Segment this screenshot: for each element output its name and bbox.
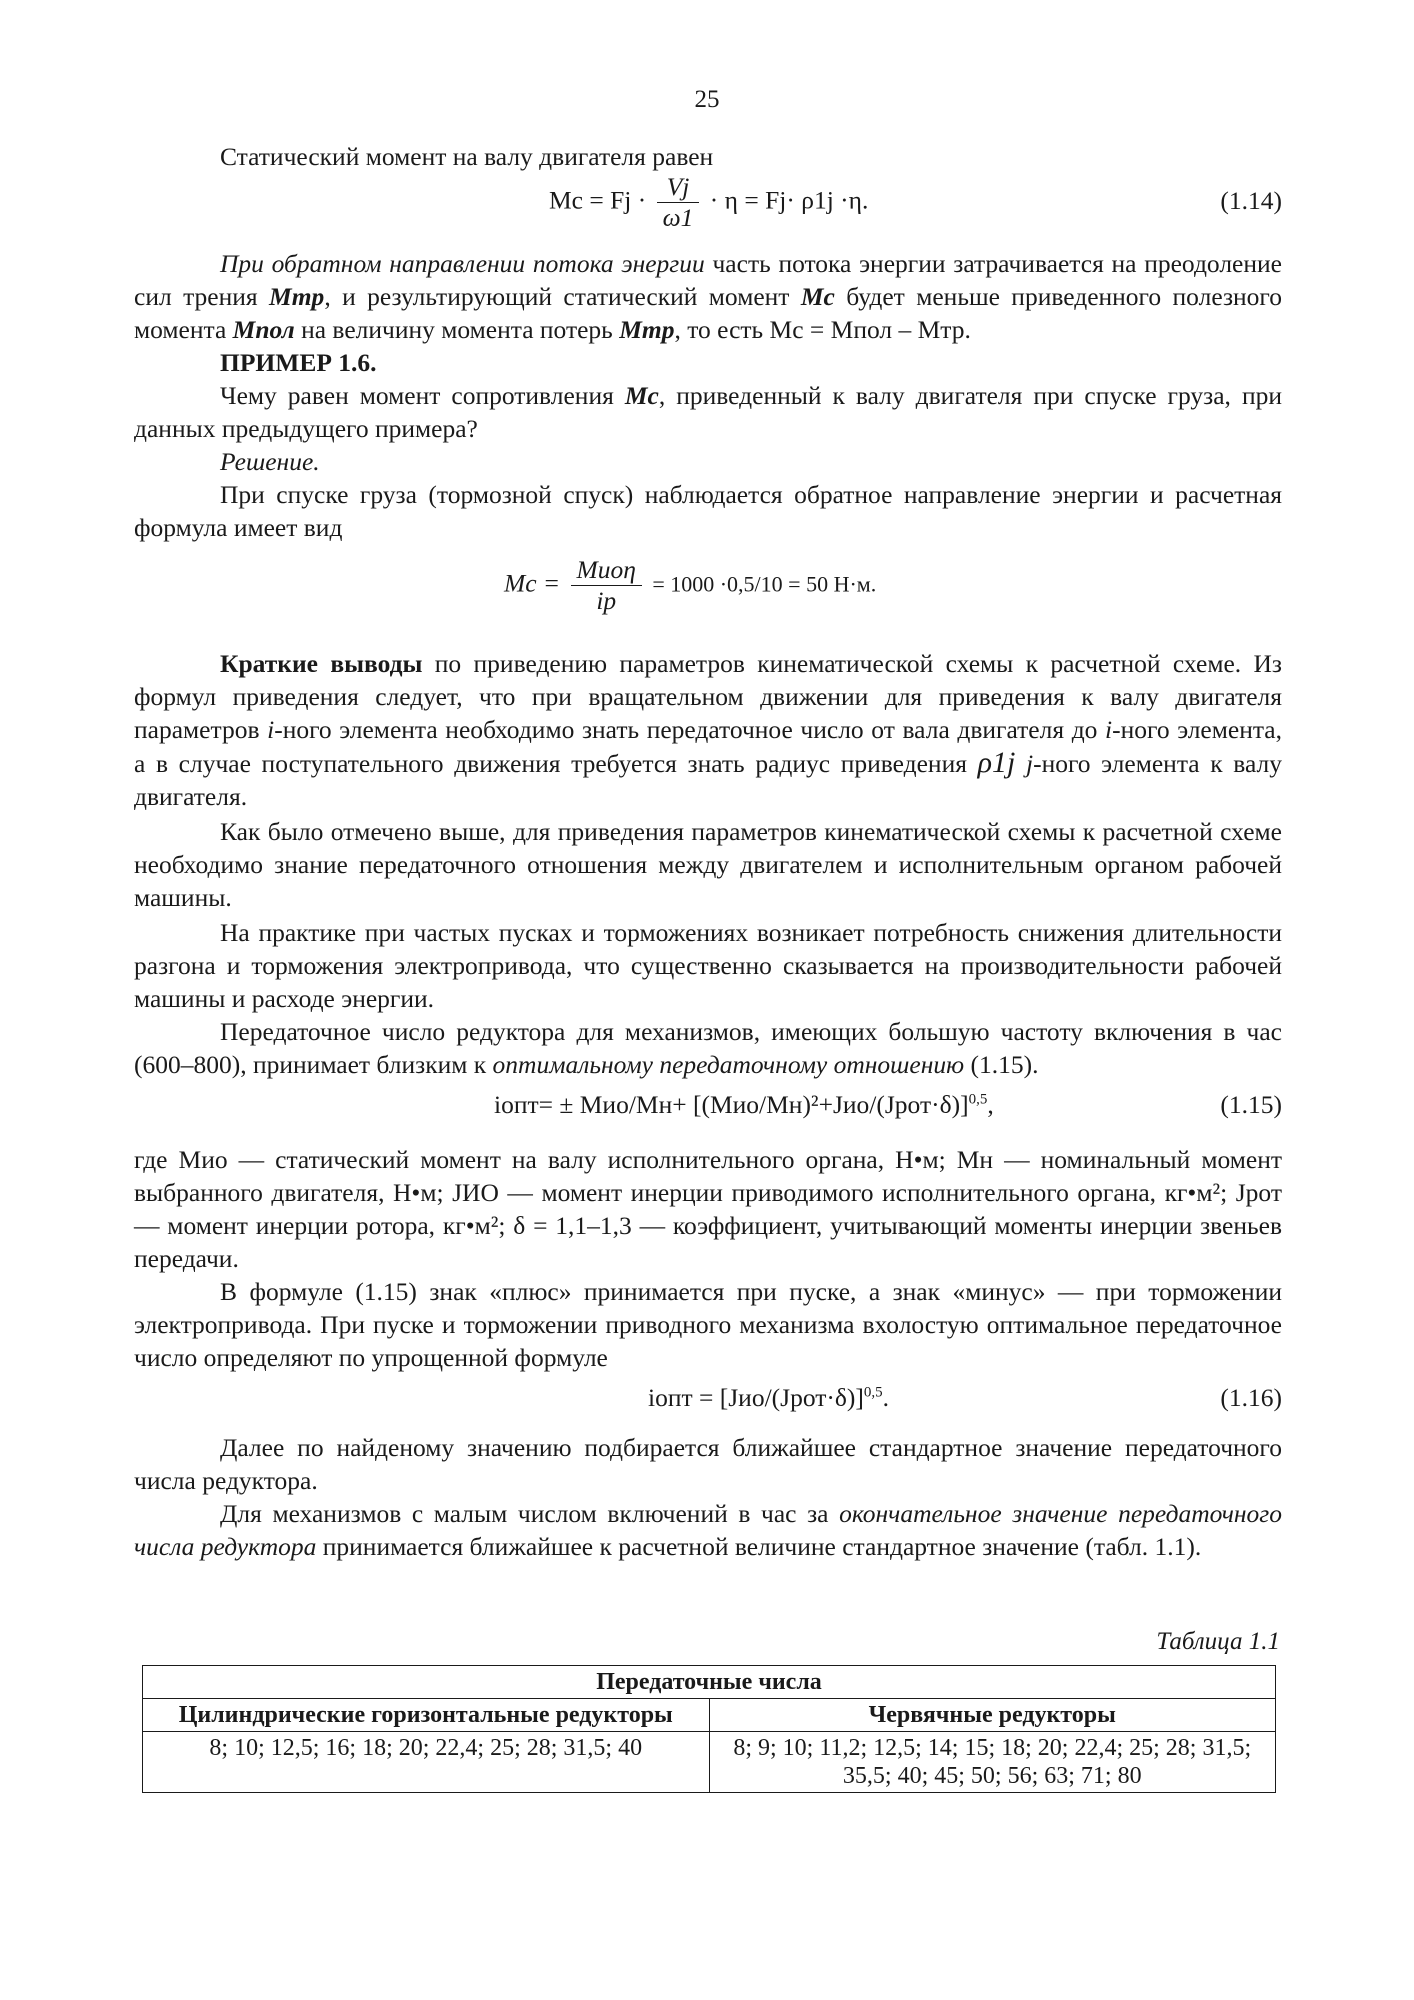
eq-mc-denominator: ip bbox=[596, 586, 617, 615]
eq115-number: (1.15) bbox=[1220, 1090, 1282, 1119]
paragraph-question bbox=[134, 379, 1282, 445]
paragraph-gear-ratio bbox=[134, 1015, 1282, 1081]
paragraph-conclusions bbox=[134, 647, 1282, 813]
reverse-t4: на величину момента потерь bbox=[294, 315, 620, 344]
reverse-t2: , и результирующий статический момент bbox=[324, 282, 801, 311]
paragraph-descent: При спуске груза (тормозной спуск) наблюдается обратное направление энергии и расчетная формула имеет вид bbox=[134, 480, 1282, 542]
paragraph-where: где Mио — статический момент на валу исполнительного органа, Н•м; Mн — номинальный момент выбранного двигателя, Н•м; JИО — момент инерции приводимого исполнительного органа, кг•м²; Jрот — момент инерции ротора, кг•м²; δ = 1,1–1,3 — коэффициент, учитывающий моменты инерции звеньев передачи. bbox=[134, 1145, 1282, 1273]
reverse-t3: будет меньше приведенного полезного момента bbox=[134, 282, 1282, 344]
conclusions-bold: Краткие выводы bbox=[220, 649, 423, 678]
reverse-t5: , то есть Mс = Mпол – Mтр. bbox=[674, 315, 971, 344]
conclusions-t2: -ного элемента необходимо знать передаточное число от вала двигателя до bbox=[274, 715, 1106, 744]
eq114-rhs: · η = Fj· ρ1j ·η. bbox=[709, 185, 869, 215]
conclusions-t1: по приведению параметров кинематической схемы к расчетной схеме. Из формул приведения следует, что при вращательном движении для приведения к валу двигателя параметров bbox=[134, 649, 1282, 744]
eq-mc-numerator: Mиоη bbox=[571, 555, 642, 586]
reverse-mc: Mс bbox=[800, 282, 835, 311]
equation-1-14 bbox=[134, 172, 1282, 242]
equation-1-16 bbox=[134, 1383, 1282, 1423]
conclusions-rho: ρ1j bbox=[977, 746, 1016, 779]
solution-label: Решение. bbox=[220, 447, 320, 476]
table-row bbox=[143, 1732, 1276, 1793]
conclusions-j: j bbox=[1015, 749, 1034, 778]
reverse-mtr2: Mтр bbox=[619, 315, 675, 344]
eq115-sup: 0,5 bbox=[968, 1091, 988, 1108]
gear-ratio-italic: оптимальному передаточному отношению bbox=[492, 1050, 965, 1079]
low-freq-t2: принимается ближайшее к расчетной величине стандартное значение (табл. 1.1). bbox=[316, 1532, 1202, 1561]
conclusions-i1: i bbox=[267, 715, 275, 744]
eq115-tail: , bbox=[987, 1090, 994, 1119]
eq-mc-rhs: = 1000 ·0,5/10 = 50 Н·м. bbox=[652, 571, 877, 597]
gear-ratio-table bbox=[142, 1665, 1276, 1793]
eq114-numerator: Vj bbox=[657, 172, 700, 203]
table-title: Передаточные числа bbox=[143, 1666, 1276, 1699]
table-title-row bbox=[143, 1666, 1276, 1699]
table-header-worm: Червячные редукторы bbox=[709, 1699, 1276, 1732]
eq114-number: (1.14) bbox=[1220, 186, 1282, 215]
table-header-row bbox=[143, 1699, 1276, 1732]
conclusions-t4: -ного элемента к валу двигателя. bbox=[134, 749, 1282, 811]
eq114-denominator: ω1 bbox=[662, 203, 694, 232]
example-title: ПРИМЕР 1.6. bbox=[220, 348, 377, 377]
table-caption: Таблица 1.1 bbox=[1156, 1628, 1280, 1655]
conclusions-t3: -ного элемента, а в случае поступательного движения требуется знать радиус приведения bbox=[134, 715, 1282, 778]
reverse-mpol: Mпол bbox=[232, 315, 295, 344]
equation-mc bbox=[134, 555, 1282, 625]
eq114-fraction bbox=[657, 172, 700, 233]
paragraph-low-frequency bbox=[134, 1497, 1282, 1563]
question-t1: Чему равен момент сопротивления bbox=[220, 381, 625, 410]
table-cell-cylindrical-values: 8; 10; 12,5; 16; 18; 20; 22,4; 25; 28; 31,5; 40 bbox=[143, 1732, 710, 1793]
low-freq-italic: окончательное значение передаточного числа редуктора bbox=[134, 1499, 1282, 1561]
table-cell-worm-values: 8; 9; 10; 11,2; 12,5; 14; 15; 18; 20; 22,4; 25; 28; 31,5; 35,5; 40; 45; 50; 56; 63; 71; 80 bbox=[709, 1732, 1276, 1793]
low-freq-t1: Для механизмов с малым числом включений в час за bbox=[220, 1499, 840, 1528]
paragraph-practice: На практике при частых пусках и торможениях возникает потребность снижения длительности разгона и торможения электропривода, что существенно сказывается на производительности рабочей машины и расходе энергии. bbox=[134, 918, 1282, 1013]
reverse-mtr: Mтр bbox=[269, 282, 325, 311]
question-t2: , приведенный к валу двигателя при спуске груза, при данных предыдущего примера? bbox=[134, 381, 1282, 443]
eq115-text: iопт= ± Mио/Mн+ [(Mио/Mн)²+Jио/(Jрот·δ)] bbox=[494, 1090, 969, 1119]
paragraph-formula-sign: В формуле (1.15) знак «плюс» принимается при пуске, а знак «минус» — при торможении электропривода. При пуске и торможении приводного механизма вхолостую оптимальное передаточное число определяют по упрощенной формуле bbox=[134, 1277, 1282, 1372]
conclusions-i2: i bbox=[1105, 715, 1113, 744]
gear-ratio-t1: Передаточное число редуктора для механизмов, имеющих большую частоту включения в час (600–800), принимает близким к bbox=[134, 1017, 1282, 1079]
eq114-lhs: Mс = Fj · bbox=[549, 185, 647, 215]
paragraph-then: Далее по найденому значению подбирается ближайшее стандартное значение передаточного числа редуктора. bbox=[134, 1433, 1282, 1495]
question-mc: Mс bbox=[624, 381, 659, 410]
eq-mc-lhs: Mс = bbox=[504, 568, 561, 598]
reverse-italic: При обратном направлении потока энергии bbox=[220, 249, 705, 278]
paragraph-as-noted: Как было отмечено выше, для приведения параметров кинематической схемы к расчетной схеме необходимо знание передаточного отношения между двигателем и исполнительным органом рабочей машины. bbox=[134, 817, 1282, 912]
equation-1-15 bbox=[134, 1090, 1282, 1130]
reverse-t1: часть потока энергии затрачивается на преодоление сил трения bbox=[134, 249, 1282, 311]
gear-ratio-t2: (1.15). bbox=[964, 1050, 1039, 1079]
eq-mc-fraction bbox=[571, 555, 642, 616]
eq116-sup: 0,5 bbox=[863, 1384, 883, 1401]
eq116-text: iопт = [Jио/(Jрот·δ)] bbox=[648, 1383, 864, 1412]
paragraph-static-moment: Статический момент на валу двигателя равен bbox=[220, 142, 714, 171]
eq116-tail: . bbox=[882, 1383, 889, 1412]
page-number: 25 bbox=[694, 86, 720, 113]
table-header-cylindrical: Цилиндрические горизонтальные редукторы bbox=[143, 1699, 710, 1732]
paragraph-reverse-flow bbox=[134, 247, 1282, 346]
eq116-number: (1.16) bbox=[1220, 1383, 1282, 1412]
